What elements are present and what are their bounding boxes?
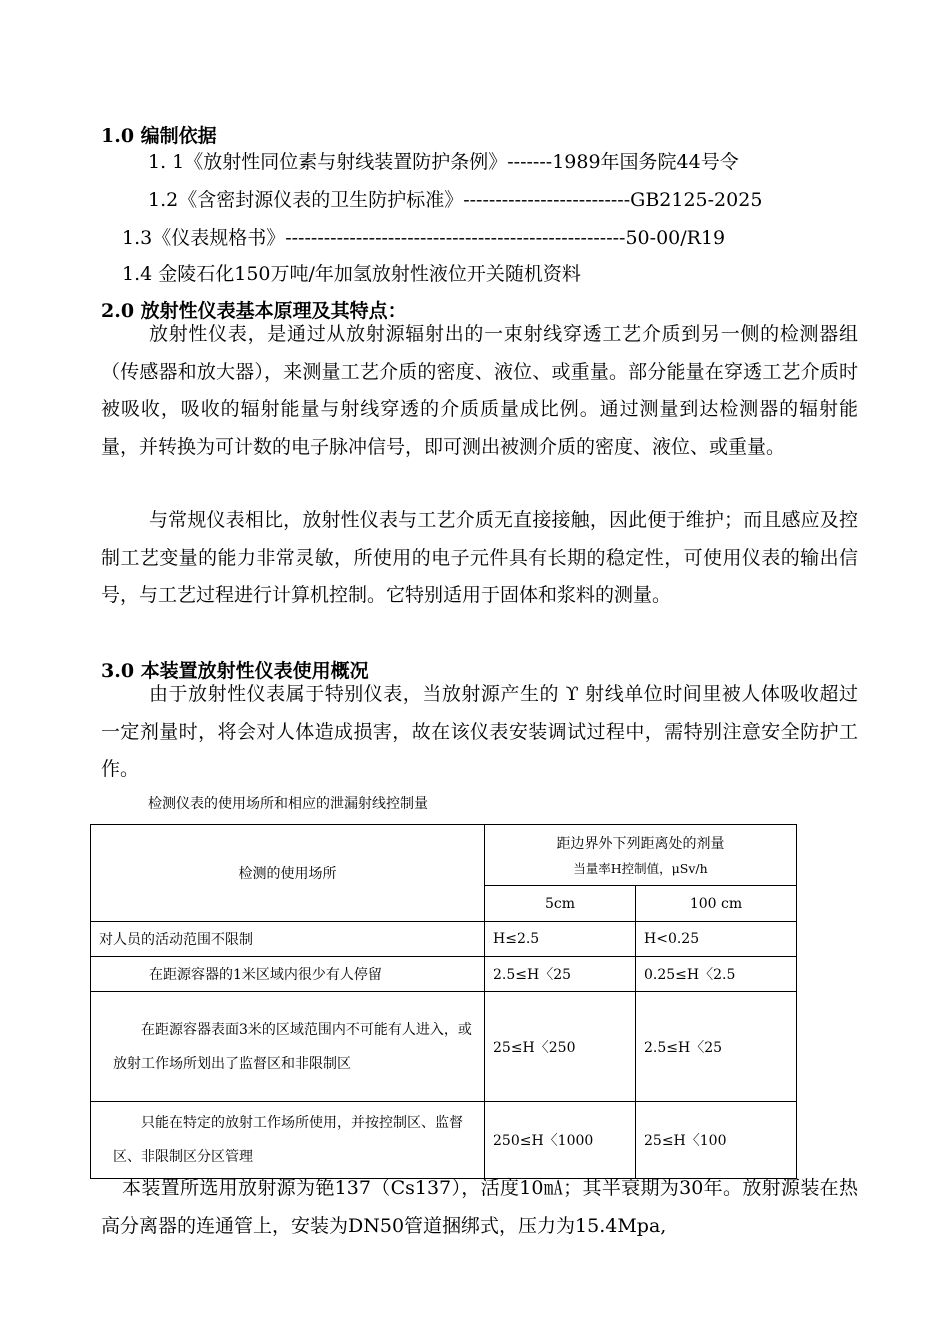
table-row bbox=[91, 957, 797, 992]
cell-place: 对人员的活动范围不限制 bbox=[91, 922, 485, 957]
column-header-place: 检测的使用场所 bbox=[91, 825, 485, 922]
reference-item: 1. 1《放射性同位素与射线装置防护条例》-------1989年国务院44号令 bbox=[148, 151, 739, 173]
paragraph: 由于放射性仪表属于特别仪表，当放射源产生的 ϒ 射线单位时间里被人体吸收超过一定剂量时，将会对人体造成损害，故在该仪表安装调试过程中，需特别注意安全防护工作。 bbox=[101, 683, 858, 780]
section-3-heading: 3.0 本装置放射性仪表使用概况 bbox=[101, 660, 369, 682]
cell-100cm: 2.5≤H〈25 bbox=[636, 992, 797, 1102]
paragraph: 放射性仪表，是通过从放射源辐射出的一束射线穿透工艺介质到另一侧的检测器组（传感器和放大器），来测量工艺介质的密度、液位、或重量。部分能量在穿透工艺介质时被吸收，吸收的辐射能量与射线穿透的介质质量成比例。通过测量到达检测器的辐射能量，并转换为可计数的电子脉冲信号，即可测出被测介质的密度、液位、或重量。 bbox=[101, 323, 858, 458]
column-header-100cm: 100 cm bbox=[636, 886, 797, 922]
table-caption: 检测仪表的使用场所和相应的泄漏射线控制量 bbox=[148, 796, 428, 812]
cell-5cm: 25≤H〈250 bbox=[485, 992, 636, 1102]
cell-100cm: 0.25≤H〈2.5 bbox=[636, 957, 797, 992]
column-header-dose-unit: 当量率H控制值，μSv/h bbox=[573, 861, 708, 876]
dose-limit-table bbox=[90, 824, 797, 1179]
reference-item: 1.4 金陵石化150万吨/年加氢放射性液位开关随机资料 bbox=[122, 263, 581, 285]
cell-100cm: 25≤H〈100 bbox=[636, 1102, 797, 1179]
paragraph: 与常规仪表相比，放射性仪表与工艺介质无直接接触，因此便于维护；而且感应及控制工艺变量的能力非常灵敏，所使用的电子元件具有长期的稳定性，可使用仪表的输出信号，与工艺过程进行计算机控制。它特别适用于固体和浆料的测量。 bbox=[101, 509, 858, 606]
cell-100cm: H<0.25 bbox=[636, 922, 797, 957]
table-header-row bbox=[91, 825, 797, 886]
column-header-dose bbox=[485, 825, 797, 886]
column-header-dose-title: 距边界外下列距离处的剂量 bbox=[556, 836, 725, 852]
table-row bbox=[91, 992, 797, 1102]
table-row bbox=[91, 1102, 797, 1179]
cell-5cm: H≤2.5 bbox=[485, 922, 636, 957]
table-row bbox=[91, 922, 797, 957]
cell-place: 在距源容器表面3米的区域范围内不可能有人进入，或放射工作场所划出了监督区和非限制区 bbox=[91, 992, 485, 1102]
cell-5cm: 250≤H〈1000 bbox=[485, 1102, 636, 1179]
column-header-5cm: 5cm bbox=[485, 886, 636, 922]
cell-place: 在距源容器的1米区域内很少有人停留 bbox=[91, 957, 485, 992]
section-2-heading: 2.0 放射性仪表基本原理及其特点： bbox=[101, 300, 407, 322]
section-1-heading: 1.0 编制依据 bbox=[101, 125, 217, 147]
reference-item: 1.3《仪表规格书》-----------------------------------------------------50-00/R19 bbox=[122, 227, 726, 249]
cell-5cm: 2.5≤H〈25 bbox=[485, 957, 636, 992]
paragraph: 本装置所选用放射源为铯137（Cs137），活度10㎃；其半衰期为30年。放射源装在热高分离器的连通管上，安装为DN50管道捆绑式，压力为15.4Mpa, bbox=[101, 1177, 858, 1237]
cell-place: 只能在特定的放射工作场所使用，并按控制区、监督区、非限制区分区管理 bbox=[91, 1102, 485, 1179]
reference-item: 1.2《含密封源仪表的卫生防护标准》--------------------------GB2125-2025 bbox=[148, 189, 763, 211]
